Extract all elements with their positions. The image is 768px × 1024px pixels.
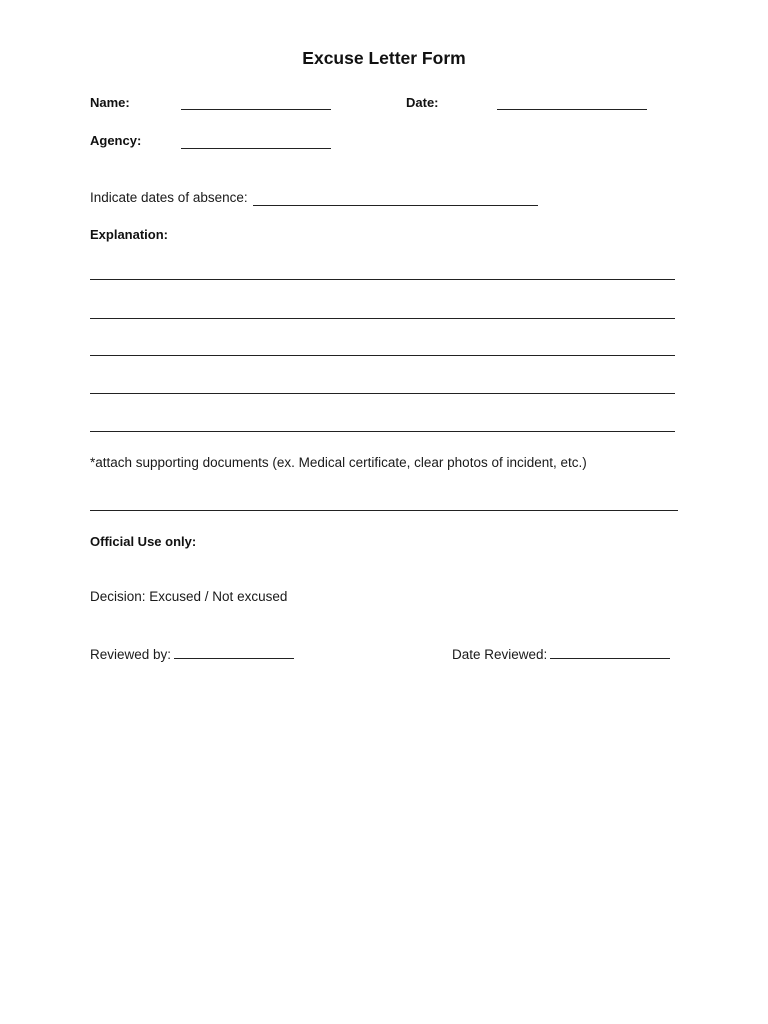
name-field[interactable] [181,93,331,109]
date-field[interactable] [497,93,647,109]
explanation-line-4 [90,393,675,394]
explanation-line-1 [90,279,675,280]
name-field-line [181,109,331,110]
date-field-line [497,109,647,110]
explanation-field-5[interactable] [90,414,675,430]
form-title: Excuse Letter Form [302,48,466,68]
explanation-line-5 [90,431,675,432]
name-label: Name: [90,95,130,110]
reviewed-by-row [90,646,294,662]
date-reviewed-row [452,646,670,662]
agency-label: Agency: [90,133,142,148]
reviewed-by-label: Reviewed by: [90,647,172,662]
official-separator [90,510,678,511]
explanation-label: Explanation: [90,227,169,242]
date-label: Date: [406,95,439,110]
explanation-line-3 [90,355,675,356]
date-reviewed-field[interactable] [550,646,670,659]
explanation-field-1[interactable] [90,262,675,278]
agency-field[interactable] [181,131,331,147]
absence-dates-field-line [253,205,538,206]
explanation-line-2 [90,318,675,319]
attachment-note: *attach supporting documents (ex. Medical certificate, clear photos of incident, etc.) [90,455,587,470]
absence-dates-label: Indicate dates of absence: [90,190,248,205]
explanation-field-2[interactable] [90,301,675,317]
explanation-field-3[interactable] [90,338,675,354]
absence-dates-field[interactable] [253,188,538,204]
date-reviewed-label: Date Reviewed: [452,647,548,662]
reviewed-by-field[interactable] [174,646,294,659]
decision-text: Decision: Excused / Not excused [90,589,288,604]
agency-field-line [181,148,331,149]
official-use-heading: Official Use only: [90,534,197,549]
explanation-field-4[interactable] [90,376,675,392]
